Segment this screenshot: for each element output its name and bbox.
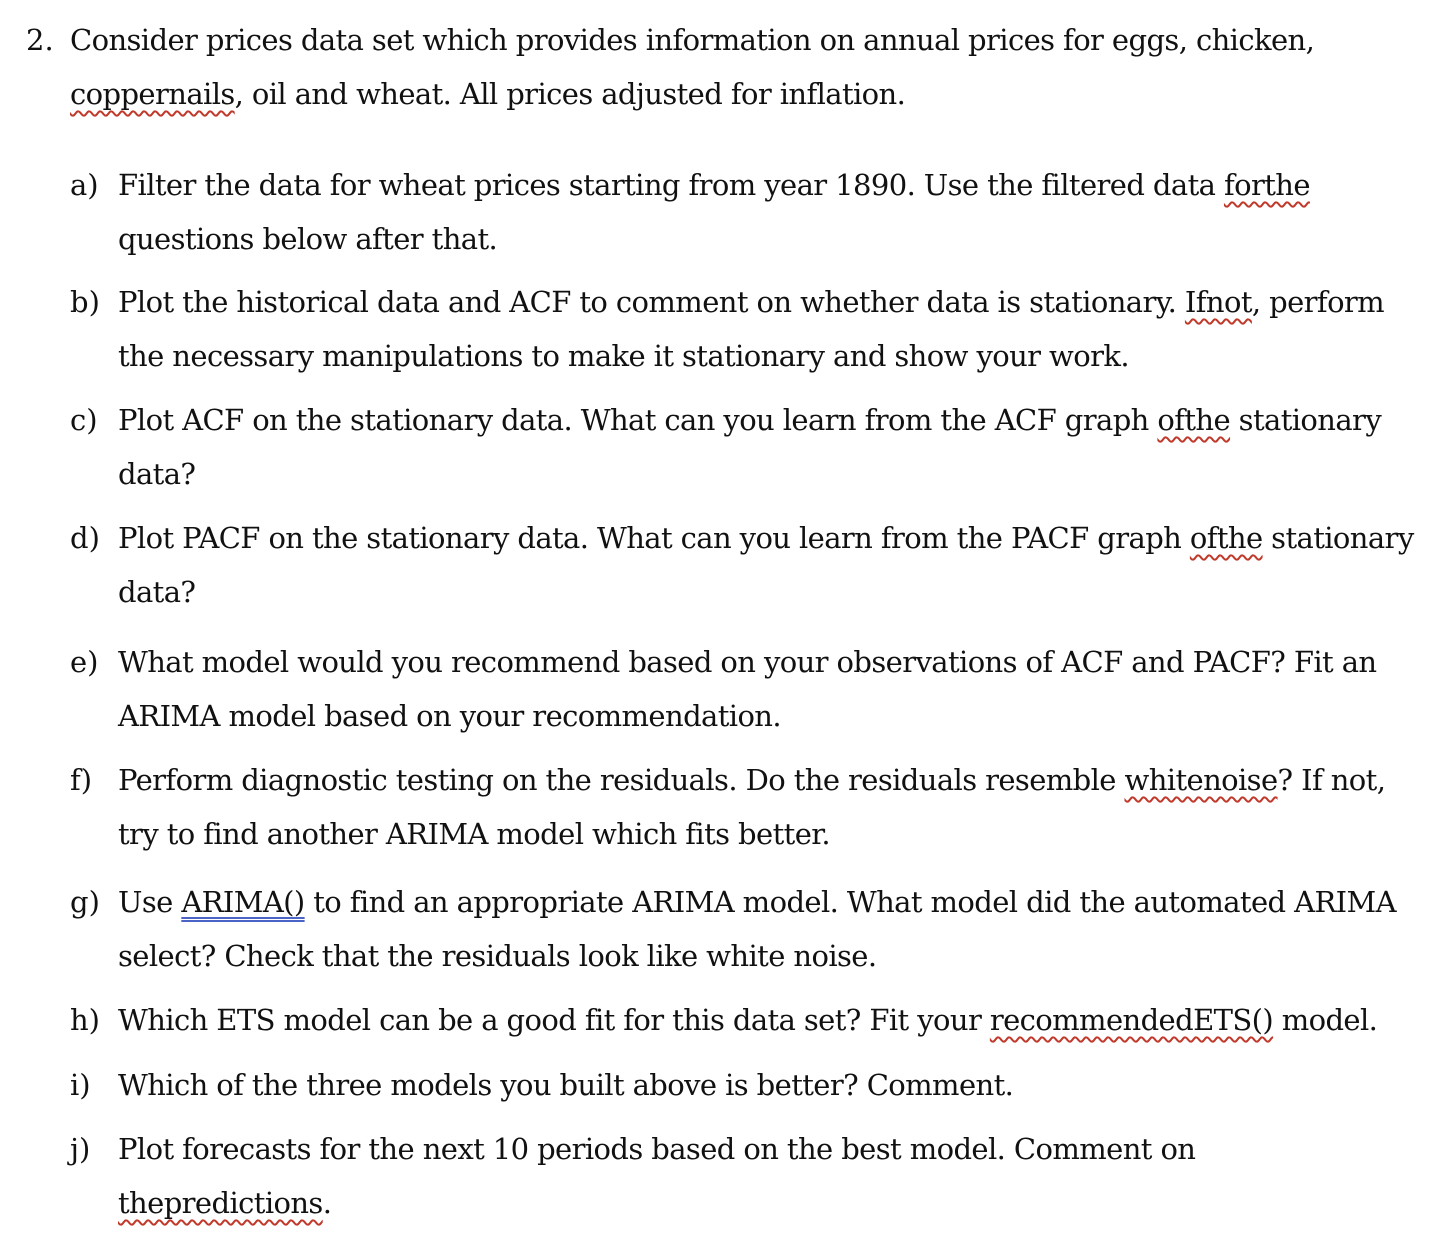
- item-f-label: f): [70, 763, 93, 797]
- item-h-text-1b: model.: [1273, 1003, 1378, 1037]
- item-b-text-1b: , perform: [1251, 285, 1385, 319]
- item-e-text-1: What model would you recommend based on your observations of ACF and PACF? Fit an: [118, 645, 1377, 679]
- item-g-text-2: select? Check that the residuals look like white noise.: [118, 939, 877, 973]
- item-c-text-1: Plot ACF on the stationary data. What can you learn from the ACF graph: [118, 403, 1158, 437]
- item-e-label: e): [70, 645, 99, 679]
- item-f-line-2: [118, 816, 830, 852]
- item-d-text-1b: stationary: [1262, 521, 1414, 555]
- item-f-text-1b: ? If not,: [1277, 763, 1386, 797]
- item-b-text-1: Plot the historical data and ACF to comment on whether data is stationary.: [118, 285, 1185, 319]
- item-a-label: a): [70, 168, 99, 202]
- spelling-flag[interactable]: whitenoise: [1124, 763, 1278, 797]
- item-e-line-1: [118, 644, 1376, 680]
- item-h-line-1: [118, 1002, 1377, 1038]
- spelling-flag[interactable]: ofthe: [1189, 521, 1263, 555]
- item-h-label: h): [70, 1003, 100, 1037]
- item-i-line-1: [118, 1067, 1013, 1103]
- item-j-text-1: Plot forecasts for the next 10 periods based on the best model. Comment on: [118, 1132, 1196, 1166]
- item-a-line-1: [118, 167, 1310, 203]
- item-g-text-1: Use: [118, 885, 182, 919]
- item-d-line-1: [118, 520, 1414, 556]
- item-j-text-2: .: [322, 1186, 332, 1220]
- item-f-text-2: try to find another ARIMA model which fits better.: [118, 817, 830, 851]
- item-e-text-2: ARIMA model based on your recommendation.: [118, 699, 782, 733]
- item-j-line-1: [118, 1131, 1195, 1167]
- item-g-line-2: [118, 938, 876, 974]
- question-intro-text-1: Consider prices data set which provides information on annual prices for eggs, chicken,: [70, 23, 1315, 57]
- item-h-text-1: Which ETS model can be a good fit for this data set? Fit your: [118, 1003, 990, 1037]
- item-a-text-1: Filter the data for wheat prices starting from year 1890. Use the filtered data: [118, 168, 1224, 202]
- item-j-label: j): [70, 1132, 91, 1166]
- item-f-line-1: [118, 762, 1385, 798]
- item-g-label: g): [70, 885, 100, 919]
- item-d-text-1: Plot PACF on the stationary data. What can you learn from the PACF graph: [118, 521, 1190, 555]
- item-g-line-1: [118, 884, 1396, 920]
- item-b-label: b): [70, 285, 100, 319]
- spelling-flag[interactable]: ofthe: [1157, 403, 1231, 437]
- question-intro-line-2: [70, 76, 905, 112]
- item-i-label: i): [70, 1068, 91, 1102]
- question-number: 2.: [26, 23, 54, 57]
- spelling-flag[interactable]: forthe: [1223, 168, 1310, 202]
- spelling-flag[interactable]: coppernails: [70, 77, 235, 111]
- item-b-line-2: [118, 338, 1129, 374]
- item-c-line-1: [118, 402, 1381, 438]
- item-a-text-2: questions below after that.: [118, 222, 498, 256]
- item-g-text-1b: to find an appropriate ARIMA model. What model did the automated ARIMA: [304, 885, 1396, 919]
- item-a-line-2: [118, 221, 497, 257]
- item-c-text-1b: stationary: [1230, 403, 1382, 437]
- item-e-line-2: [118, 698, 781, 734]
- item-f-text-1: Perform diagnostic testing on the residuals. Do the residuals resemble: [118, 763, 1125, 797]
- spelling-flag[interactable]: Ifnot: [1184, 285, 1252, 319]
- question-intro-line-1: [70, 22, 1314, 58]
- spelling-flag[interactable]: recommendedETS(): [989, 1003, 1274, 1037]
- item-i-text-1: Which of the three models you built above is better? Comment.: [118, 1068, 1014, 1102]
- item-d-label: d): [70, 521, 100, 555]
- item-c-line-2: [118, 456, 195, 492]
- item-d-text-2: data?: [118, 575, 196, 609]
- grammar-flag[interactable]: ARIMA(): [181, 885, 305, 919]
- item-c-label: c): [70, 403, 98, 437]
- item-b-line-1: [118, 284, 1384, 320]
- item-j-line-2: [118, 1185, 331, 1221]
- item-c-text-2: data?: [118, 457, 196, 491]
- item-d-line-2: [118, 574, 195, 610]
- item-b-text-2: the necessary manipulations to make it stationary and show your work.: [118, 339, 1129, 373]
- spelling-flag[interactable]: thepredictions: [118, 1186, 323, 1220]
- question-intro-text-2: , oil and wheat. All prices adjusted for inflation.: [234, 77, 906, 111]
